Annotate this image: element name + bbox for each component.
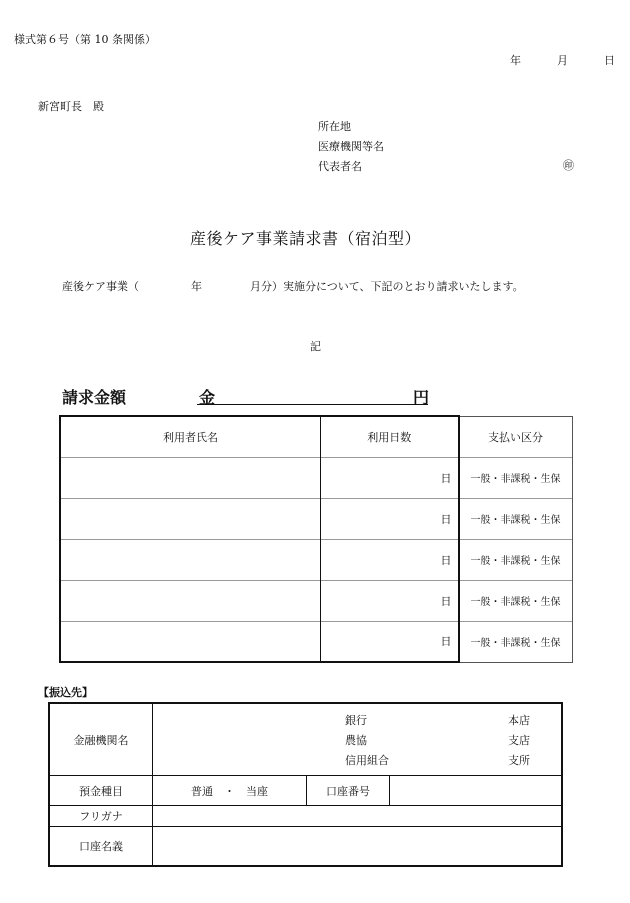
institution-name-field[interactable] (153, 703, 563, 776)
furigana-label: フリガナ (49, 806, 153, 827)
table-row (60, 498, 572, 539)
days-field[interactable]: 日 (321, 498, 459, 539)
user-name-field[interactable] (60, 580, 321, 621)
date-month-label: 月 (557, 54, 568, 67)
payment-category[interactable]: 一般・非課税・生保 (459, 621, 573, 662)
form-number: 様式第６号（第 10 条関係） (14, 33, 156, 46)
table-row (60, 621, 572, 662)
payment-category[interactable]: 一般・非課税・生保 (459, 580, 573, 621)
user-name-field[interactable] (60, 498, 321, 539)
payment-category[interactable]: 一般・非課税・生保 (459, 539, 573, 580)
account-name-field[interactable] (153, 827, 563, 866)
table-row (60, 457, 572, 498)
days-field[interactable]: 日 (321, 580, 459, 621)
amount-kin: 金 (199, 388, 216, 407)
user-name-field[interactable] (60, 457, 321, 498)
claim-table-header (60, 416, 572, 457)
amount-yen: 円 (413, 388, 430, 407)
representative-label: 代表者名 (318, 160, 362, 173)
amount-underline (197, 404, 428, 405)
days-field[interactable]: 日 (321, 539, 459, 580)
document-title: 産後ケア事業請求書（宿泊型） (190, 229, 422, 248)
account-name-label: 口座名義 (49, 827, 153, 866)
amount-label: 請求金額 (62, 388, 127, 407)
user-name-field[interactable] (60, 621, 321, 662)
branch-type-branch: 支店 (508, 734, 530, 747)
header-payment-category: 支払い区分 (459, 416, 573, 457)
branch-type-main: 本店 (508, 714, 530, 727)
seal-mark: ㊞ (563, 159, 574, 172)
institution-label: 医療機関等名 (318, 140, 384, 153)
date-year-label: 年 (510, 54, 521, 67)
header-user-name: 利用者氏名 (60, 416, 321, 457)
header-days: 利用日数 (321, 416, 459, 457)
claim-table (59, 415, 573, 663)
payment-category[interactable]: 一般・非課税・生保 (459, 457, 573, 498)
location-label: 所在地 (318, 120, 351, 133)
transfer-heading: 【振込先】 (38, 686, 93, 699)
account-number-field[interactable] (390, 776, 563, 806)
deposit-type-label: 預金種目 (49, 776, 153, 806)
bank-type-agri: 農協 (345, 734, 367, 747)
date-day-label: 日 (604, 54, 615, 67)
intro-prefix: 産後ケア事業（ (62, 280, 139, 293)
table-row (60, 539, 572, 580)
user-name-field[interactable] (60, 539, 321, 580)
ki-label: 記 (310, 340, 321, 353)
branch-type-office: 支所 (508, 754, 530, 767)
institution-name-label: 金融機関名 (49, 703, 153, 776)
addressee: 新宮町長 殿 (38, 100, 104, 113)
days-field[interactable]: 日 (321, 457, 459, 498)
account-number-label: 口座番号 (307, 776, 390, 806)
bank-transfer-table (48, 702, 563, 867)
deposit-type-options[interactable]: 普通 ・ 当座 (153, 776, 307, 806)
payment-category[interactable]: 一般・非課税・生保 (459, 498, 573, 539)
intro-month-suffix: 月分）実施分について、下記のとおり請求いたします。 (250, 280, 524, 293)
furigana-field[interactable] (153, 806, 563, 827)
table-row (60, 580, 572, 621)
bank-type-bank: 銀行 (345, 714, 367, 727)
bank-type-credit: 信用組合 (345, 754, 389, 767)
intro-year: 年 (191, 280, 202, 293)
days-field[interactable]: 日 (321, 621, 459, 662)
